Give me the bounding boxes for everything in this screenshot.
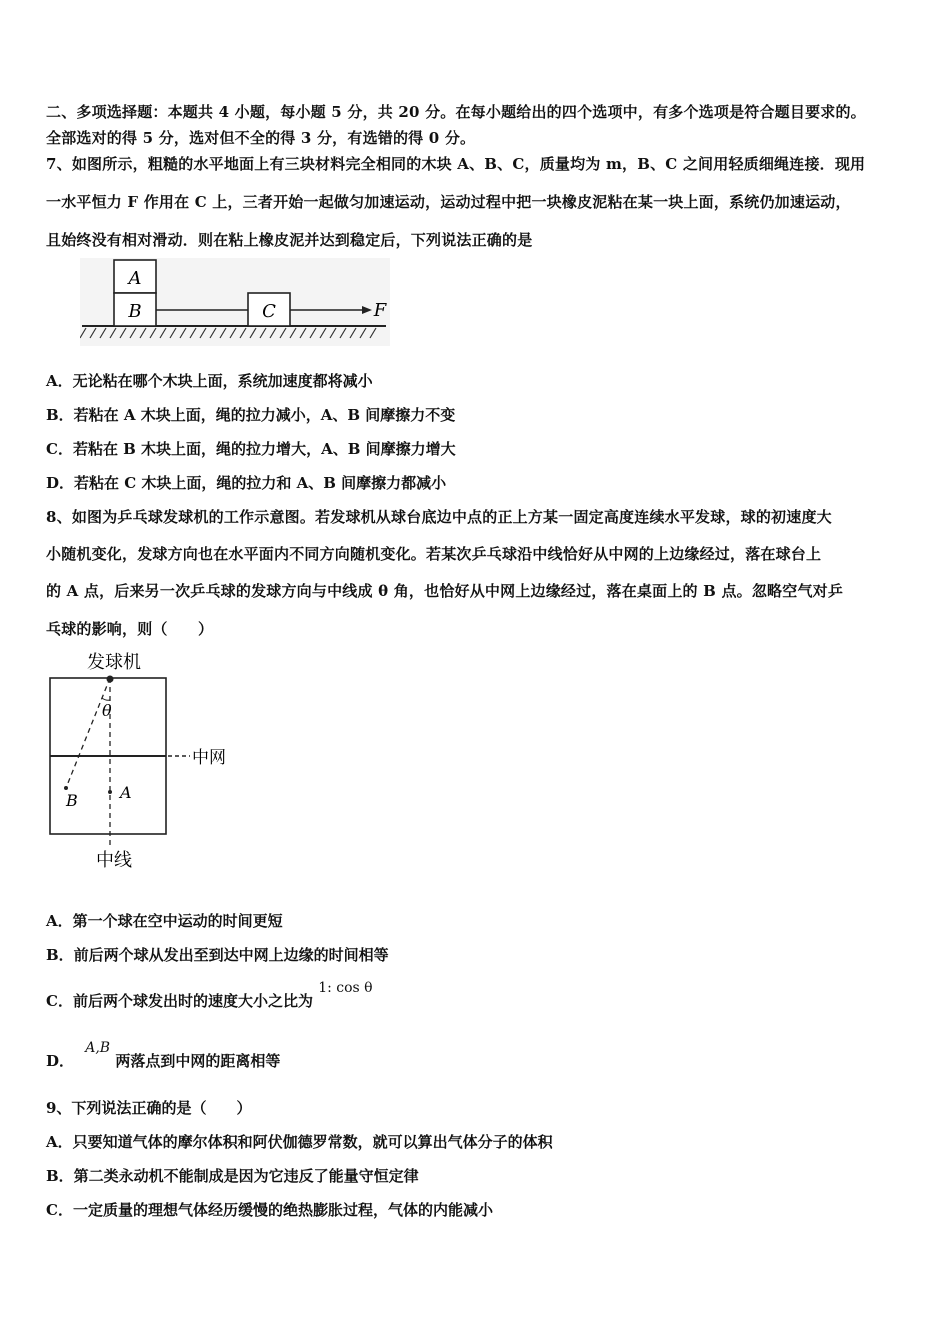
q8-stem-line3: 的 A 点，后来另一次乒乓球的发球方向与中线成 θ 角，也恰好从中网上边缘经过，落在桌面上的 B 点。忽略空气对乒 xyxy=(46,582,844,600)
label-point-b: B xyxy=(66,791,78,810)
q8-option-c-text: C．前后两个球发出时的速度大小之比为 xyxy=(46,992,313,1010)
q7-option-c: C．若粘在 B 木块上面，绳的拉力增大，A、B 间摩擦力增大 xyxy=(46,440,456,458)
midline-label: 中线 xyxy=(96,850,132,871)
label-b: B xyxy=(128,301,142,322)
q8-option-d-text: 两落点到中网的距离相等 xyxy=(115,1052,281,1070)
section-header-line1: 二、多项选择题：本题共 4 小题，每小题 5 分，共 20 分。在每小题给出的四个选项中，有多个选项是符合题目要求的。 xyxy=(46,103,866,121)
q9-option-b: B．第二类永动机不能制成是因为它违反了能量守恒定律 xyxy=(46,1167,419,1185)
q7-stem-line3: 且始终没有相对滑动．则在粘上橡皮泥并达到稳定后，下列说法正确的是 xyxy=(46,231,533,249)
point-b xyxy=(64,786,68,790)
q7-option-b: B．若粘在 A 木块上面，绳的拉力减小，A、B 间摩擦力不变 xyxy=(46,406,456,424)
label-f: F xyxy=(373,300,387,321)
label-point-a: A xyxy=(120,783,132,802)
label-a: A xyxy=(128,268,142,289)
launcher-point xyxy=(107,676,114,683)
trajectory-b xyxy=(66,678,110,788)
q8-table-figure xyxy=(44,646,254,876)
q8-option-d xyxy=(46,1040,281,1071)
net-label: 中网 xyxy=(192,748,226,768)
q7-option-d: D．若粘在 C 木块上面，绳的拉力和 A、B 间摩擦力都减小 xyxy=(46,474,447,492)
q8-stem-line1: 8、如图为乒乓球发球机的工作示意图。若发球机从球台底边中点的正上方某一固定高度连续水平发球，球的初速度大 xyxy=(46,508,832,526)
q9-option-c: C．一定质量的理想气体经历缓慢的绝热膨胀过程，气体的内能减小 xyxy=(46,1201,493,1219)
label-c: C xyxy=(262,301,276,322)
section-header-line2: 全部选对的得 5 分，选对但不全的得 3 分，有选错的得 0 分。 xyxy=(46,129,476,147)
q7-blocks-figure xyxy=(80,258,390,346)
launcher-label: 发球机 xyxy=(87,652,141,673)
point-a xyxy=(108,790,112,794)
q7-stem-line2: 一水平恒力 F 作用在 C 上，三者开始一起做匀加速运动，运动过程中把一块橡皮泥粘在某一块上面，系统仍加速运动， xyxy=(46,193,851,211)
q9-stem: 9、下列说法正确的是（ ） xyxy=(46,1099,252,1117)
q8-stem-line4: 乓球的影响，则（ ） xyxy=(46,620,214,638)
q7-option-a: A．无论粘在哪个木块上面，系统加速度都将减小 xyxy=(46,372,373,390)
q8-option-d-math: A,B xyxy=(85,1040,111,1056)
q7-stem-line1: 7、如图所示，粗糙的水平地面上有三块材料完全相同的木块 A、B、C，质量均为 m，B、C 之间用轻质细绳连接．现用 xyxy=(46,155,866,173)
q8-option-a: A．第一个球在空中运动的时间更短 xyxy=(46,912,283,930)
q9-option-a: A．只要知道气体的摩尔体积和阿伏伽德罗常数，就可以算出气体分子的体积 xyxy=(46,1133,553,1151)
q8-option-c-math: 1: cos θ xyxy=(318,980,373,996)
q8-option-c xyxy=(46,980,373,1011)
theta-label: θ xyxy=(102,701,112,720)
q8-option-b: B．前后两个球从发出至到达中网上边缘的时间相等 xyxy=(46,946,389,964)
q8-option-d-prefix: D． xyxy=(46,1052,75,1070)
q8-stem-line2: 小随机变化，发球方向也在水平面内不同方向随机变化。若某次乒乓球沿中线恰好从中网的上边缘经过，落在球台上 xyxy=(46,545,822,563)
